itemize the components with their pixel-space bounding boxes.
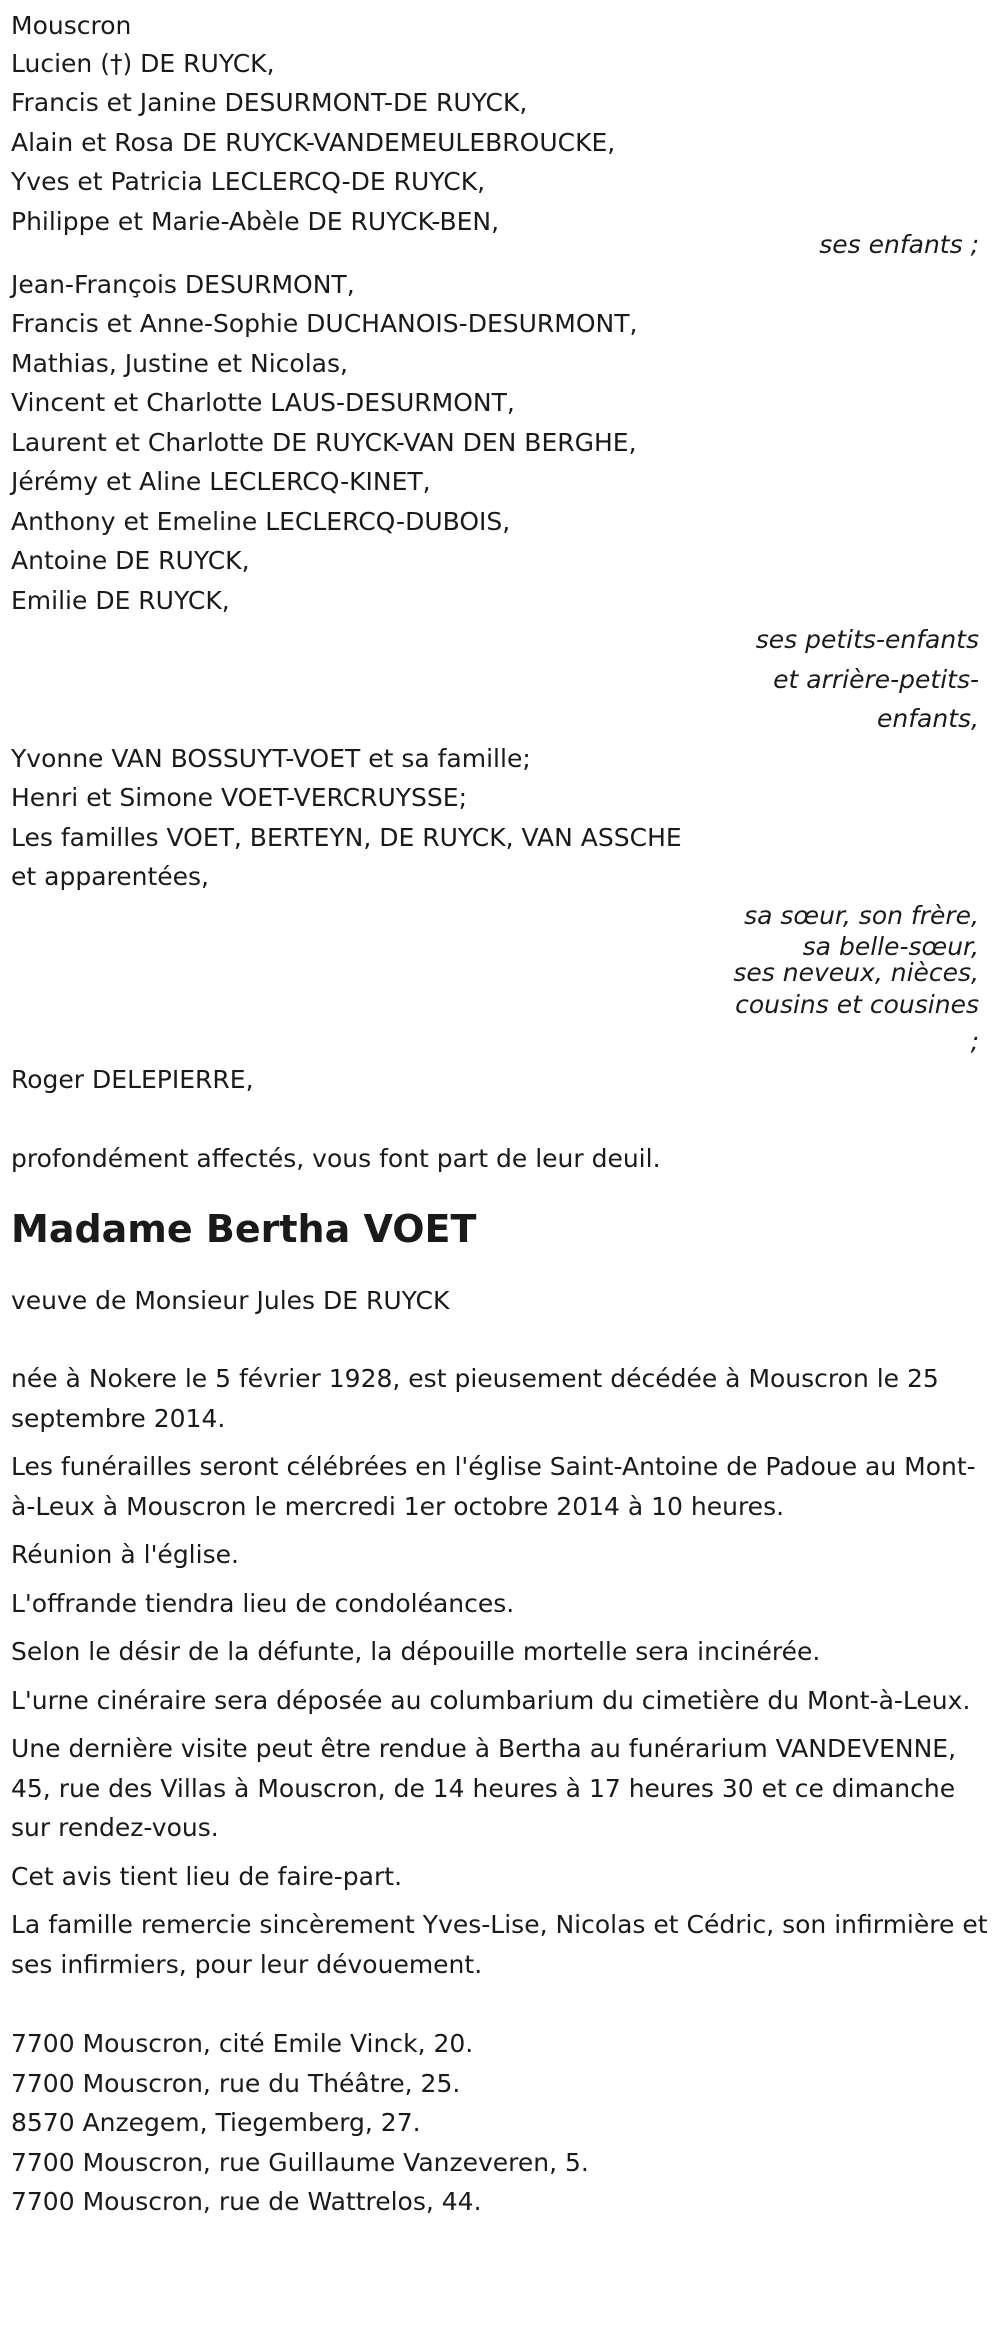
grandchild-entry: Vincent et Charlotte LAUS-DESURMONT,	[11, 388, 515, 417]
grandchild-entry: Anthony et Emeline LECLERCQ-DUBOIS,	[11, 506, 511, 536]
grandchildren-role-line: et arrière-petits-	[773, 664, 979, 694]
notice-paragraph: Cet avis tient lieu de faire-part.	[11, 1861, 403, 1891]
siblings-role-line: cousins et cousines	[735, 989, 979, 1019]
address-entry: 7700 Mouscron, cité Emile Vinck, 20.	[11, 2029, 474, 2058]
grandchild-entry: Francis et Anne-Sophie DUCHANOIS-DESURMONT,	[11, 309, 638, 338]
address-entry: 7700 Mouscron, rue de Wattrelos, 44.	[11, 2187, 482, 2216]
notice-paragraph: L'urne cinéraire sera déposée au columbarium du cimetière du Mont-à-Leux.	[11, 1685, 971, 1715]
notice-paragraph: Réunion à l'église.	[11, 1540, 239, 1569]
announcement-text: profondément affectés, vous font part de leur deuil.	[11, 1144, 661, 1173]
sibling-entry: et apparentées,	[11, 862, 209, 891]
notice-paragraph: L'offrande tiendra lieu de condoléances.	[11, 1588, 515, 1618]
siblings-role-line: sa belle-sœur,	[802, 931, 979, 961]
address-entry: 8570 Anzegem, Tiegemberg, 27.	[11, 2108, 421, 2137]
child-entry: Philippe et Marie-Abèle DE RUYCK-BEN,	[11, 206, 500, 236]
notice-paragraph: Une dernière visite peut être rendue à Bertha au funérarium VANDEVENNE, 45, rue des Villas à Mouscron, de 14 heures à 17 heures 30 et ce dimanche sur rendez-vous.	[11, 1734, 957, 1842]
obituary-notice	[11, 6, 991, 2222]
grandchild-entry: Jérémy et Aline LECLERCQ-KINET,	[11, 467, 431, 496]
grandchild-entry: Emilie DE RUYCK,	[11, 585, 230, 615]
notice-paragraph: née à Nokere le 5 février 1928, est pieusement décédée à Mouscron le 25 septembre 2014.	[11, 1364, 939, 1433]
siblings-role-line: ;	[970, 1026, 979, 1056]
sibling-entry: Henri et Simone VOET-VERCRUYSSE;	[11, 783, 468, 812]
children-role: ses enfants ;	[819, 230, 979, 259]
siblings-role-line: ses neveux, nièces,	[733, 957, 979, 987]
grandchild-entry: Laurent et Charlotte DE RUYCK-VAN DEN BERGHE,	[11, 427, 637, 457]
notice-paragraph: Selon le désir de la défunte, la dépouille mortelle sera incinérée.	[11, 1637, 821, 1666]
notice-paragraphs	[11, 1359, 991, 1984]
companion-name: Roger DELEPIERRE,	[11, 1064, 254, 1094]
child-entry: Alain et Rosa DE RUYCK-VANDEMEULEBROUCKE,	[11, 127, 616, 157]
grandchild-entry: Antoine DE RUYCK,	[11, 546, 250, 575]
address-entry: 7700 Mouscron, rue Guillaume Vanzeveren, 5.	[11, 2147, 589, 2177]
sibling-entry: Yvonne VAN BOSSUYT-VOET et sa famille;	[11, 743, 531, 773]
siblings-list	[11, 739, 991, 897]
address-entry: 7700 Mouscron, rue du Théâtre, 25.	[11, 2068, 461, 2098]
children-list	[11, 44, 991, 242]
grandchildren-list	[11, 265, 991, 621]
grandchildren-role	[11, 620, 991, 739]
notice-paragraph: La famille remercie sincèrement Yves-Lise, Nicolas et Cédric, son infirmière et ses infirmiers, pour leur dévouement.	[11, 1910, 988, 1979]
address-list	[11, 2024, 991, 2222]
widow-of-text: veuve de Monsieur Jules DE RUYCK	[11, 1285, 450, 1315]
grandchild-entry: Jean-François DESURMONT,	[11, 269, 355, 299]
child-entry: Francis et Janine DESURMONT-DE RUYCK,	[11, 88, 528, 117]
sibling-entry: Les familles VOET, BERTEYN, DE RUYCK, VAN ASSCHE	[11, 822, 682, 852]
siblings-role-line: sa sœur, son frère,	[744, 900, 979, 930]
grandchildren-role-line: ses petits-enfants	[755, 625, 979, 654]
grandchildren-role-line: enfants,	[877, 704, 979, 733]
notice-paragraph: Les funérailles seront célébrées en l'église Saint-Antoine de Padoue au Mont-à-Leux à Mouscron le mercredi 1er octobre 2014 à 10 heures.	[11, 1452, 976, 1521]
deceased-name: Madame Bertha VOET	[11, 1206, 477, 1251]
city-heading: Mouscron	[11, 11, 132, 40]
child-entry: Yves et Patricia LECLERCQ-DE RUYCK,	[11, 167, 486, 196]
siblings-role	[11, 897, 991, 1060]
grandchild-entry: Mathias, Justine et Nicolas,	[11, 348, 348, 378]
child-entry: Lucien (†) DE RUYCK,	[11, 48, 275, 78]
